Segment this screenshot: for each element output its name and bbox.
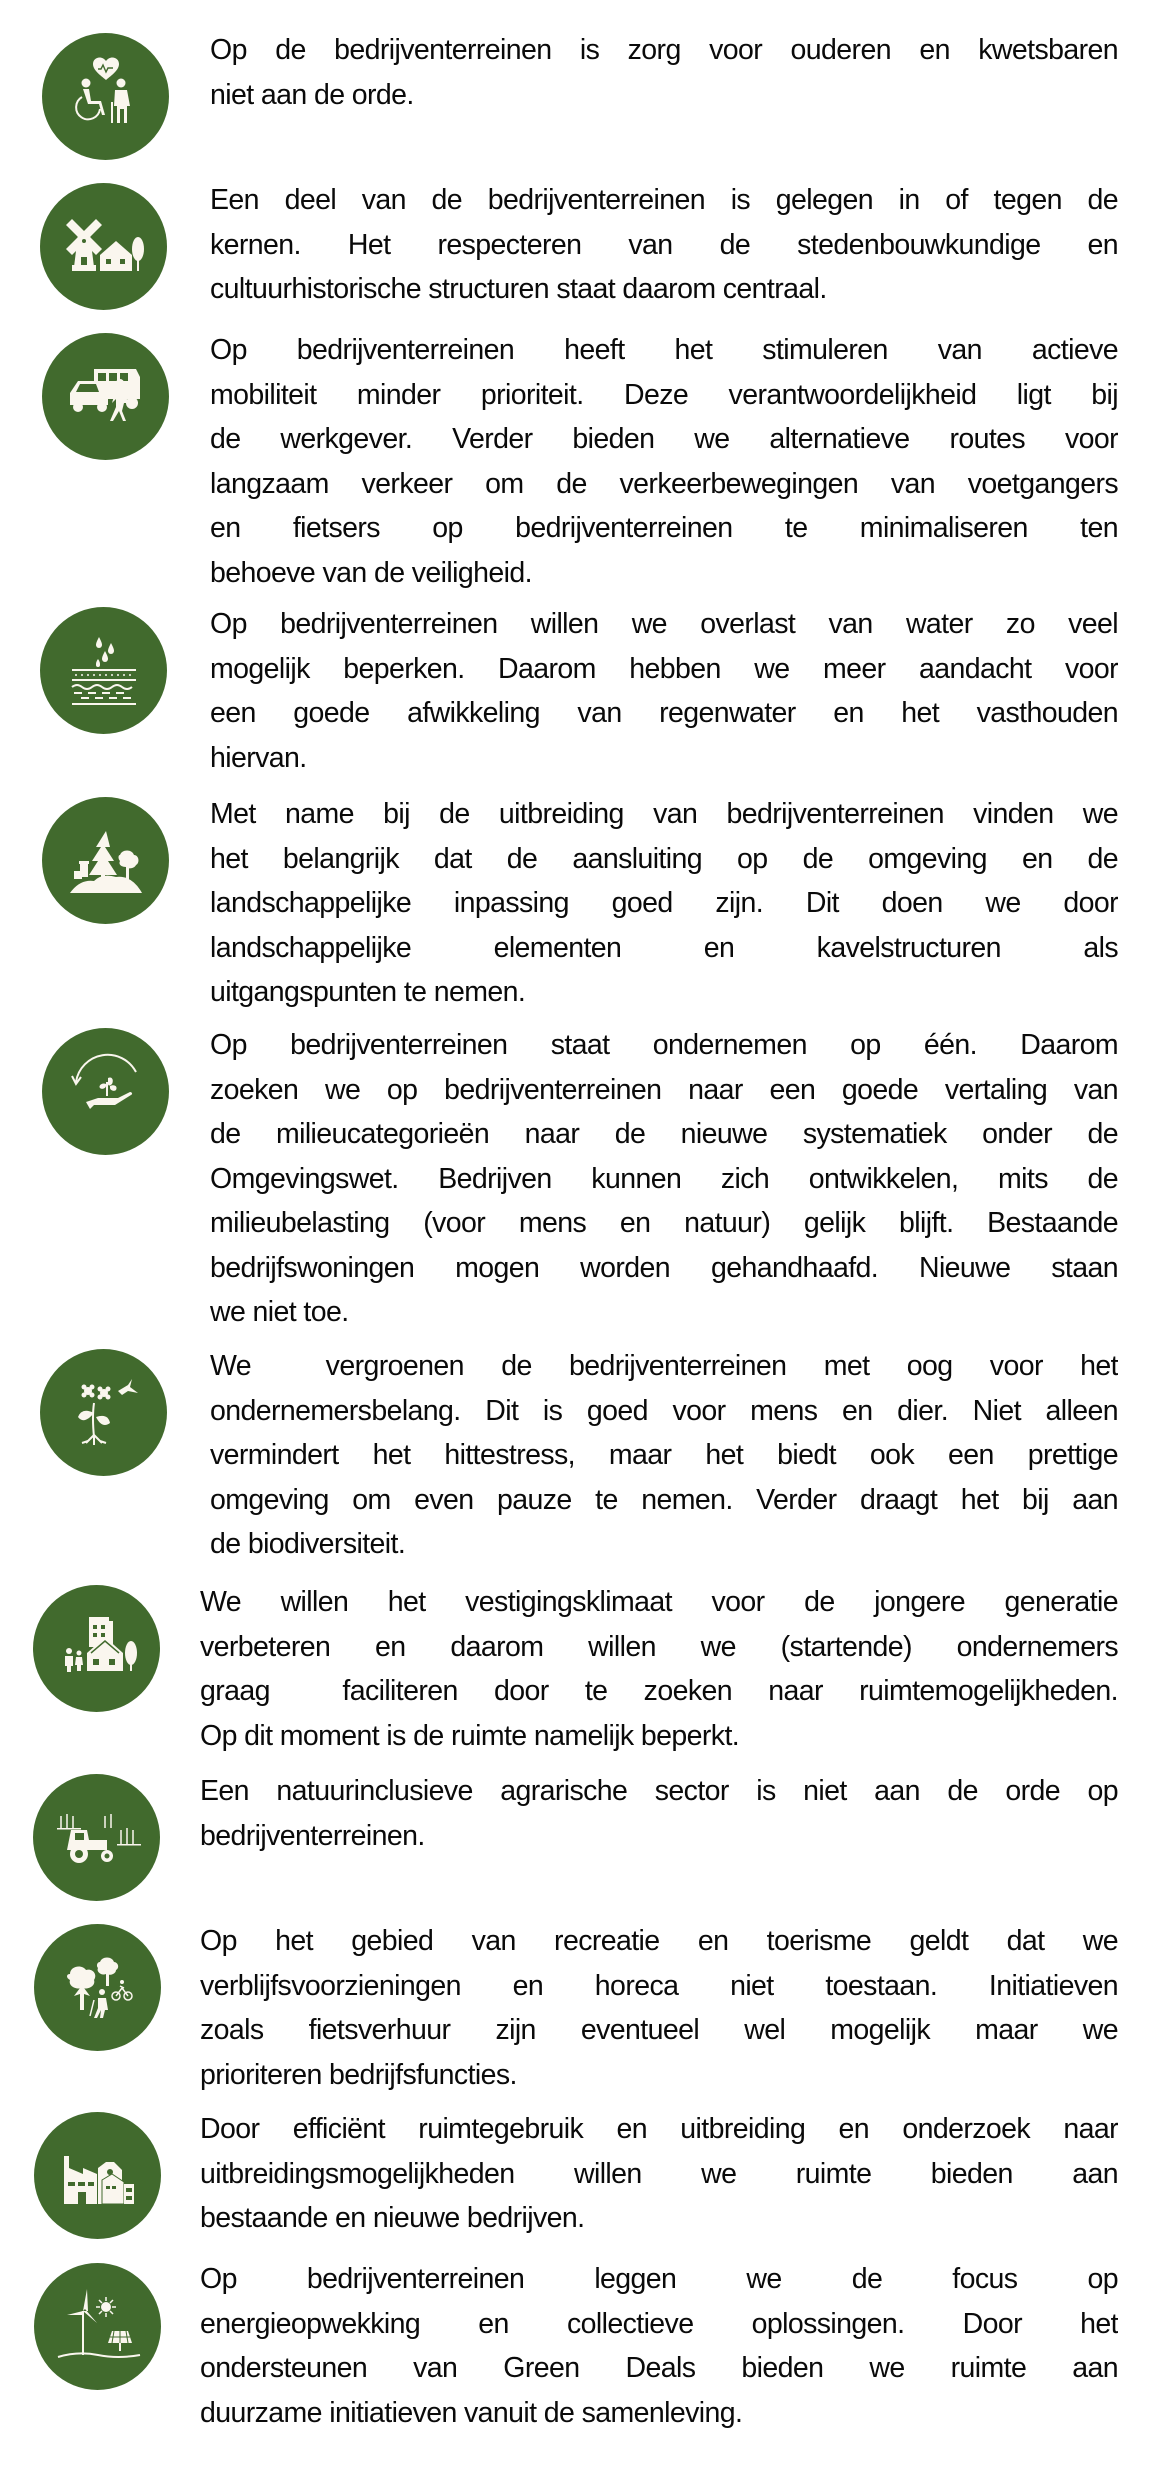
policy-text [210, 602, 1118, 780]
text-line: de biodiversiteit. [210, 1528, 406, 1560]
policy-text [210, 28, 1118, 117]
policy-text [210, 178, 1118, 312]
hand-plant-cycle-icon [42, 1028, 169, 1155]
tractor-crops-icon [33, 1774, 160, 1901]
policy-text [200, 2107, 1118, 2241]
trees-hiker-cyclist-icon [34, 1924, 161, 2051]
care-elderly-disabled-icon [42, 33, 169, 160]
wind-solar-energy-icon [34, 2263, 161, 2390]
text-line: behoeve van de veiligheid. [210, 556, 532, 589]
text-line: bestaande en nieuwe bedrijven. [200, 2202, 585, 2234]
policy-text [210, 1023, 1118, 1335]
windmill-village-icon [40, 183, 167, 310]
text-line: kernen. Het respecteren van de stedenbouwkundige en [210, 228, 1118, 261]
policy-text [210, 792, 1118, 1015]
text-line: bedrijventerreinen. [200, 1819, 425, 1852]
text-line: omgeving om even pauze te nemen. Verder draagt het bij aan [210, 1483, 1118, 1516]
text-line: Op bedrijventerreinen staat ondernemen op één. Daarom [210, 1029, 1118, 1061]
text-line: mogelijk beperken. Daarom hebben we meer aandacht voor [210, 652, 1118, 685]
factory-buildings-icon [34, 2112, 161, 2239]
text-line: graag faciliteren door te zoeken naar ruimtemogelijkheden. [200, 1675, 1118, 1707]
text-line: het belangrijk dat de aansluiting op de omgeving en de [210, 842, 1118, 875]
text-line: Een natuurinclusieve agrarische sector is niet aan de orde op [200, 1775, 1118, 1807]
text-line: landschappelijke elementen en kavelstructuren als [210, 931, 1118, 964]
text-line: prioriteren bedrijfsfuncties. [200, 2058, 517, 2091]
text-line: Op het gebied van recreatie en toerisme geldt dat we [200, 1925, 1118, 1957]
family-house-apartment-icon [33, 1585, 160, 1712]
text-line: Op bedrijventerreinen heeft het stimuleren van actieve [210, 334, 1118, 366]
text-line: we niet toe. [210, 1296, 349, 1328]
text-line: Op bedrijventerreinen willen we overlast van water zo veel [210, 608, 1118, 640]
text-line: verbeteren en daarom willen we (startende) ondernemers [200, 1630, 1118, 1663]
text-line: We vergroenen de bedrijventerreinen met oog voor het [210, 1350, 1118, 1382]
policy-text [210, 1344, 1118, 1567]
policy-text [210, 328, 1118, 595]
text-line: ondernemersbelang. Dit is goed voor mens en dier. Niet alleen [210, 1394, 1118, 1427]
text-line: de werkgever. Verder bieden we alternatieve routes voor [210, 423, 1118, 455]
text-line: landschappelijke inpassing goed zijn. Dit doen we door [210, 887, 1118, 919]
text-line: verblijfsvoorzieningen en horeca niet toestaan. Initiatieven [200, 1969, 1118, 2002]
text-line: uitbreidingsmogelijkheden willen we ruimte bieden aan [200, 2157, 1118, 2190]
policy-text [200, 1580, 1118, 1758]
text-line: Met name bij de uitbreiding van bedrijventerreinen vinden we [210, 798, 1118, 830]
text-line: milieubelasting (voor mens en natuur) gelijk blijft. Bestaande [210, 1207, 1118, 1239]
text-line: Op dit moment is de ruimte namelijk beperkt. [200, 1719, 740, 1752]
rain-water-soil-icon [40, 607, 167, 734]
text-line: mobiliteit minder prioriteit. Deze verantwoordelijkheid ligt bij [210, 378, 1118, 411]
policy-text [200, 2257, 1118, 2435]
text-line: bedrijfswoningen mogen worden gehandhaafd. Nieuwe staan [210, 1251, 1118, 1284]
text-line: uitgangspunten te nemen. [210, 976, 526, 1008]
text-line: ondersteunen van Green Deals bieden we ruimte aan [200, 2352, 1118, 2384]
text-line: en fietsers op bedrijventerreinen te minimaliseren ten [210, 512, 1118, 544]
text-line: de milieucategorieën naar de nieuwe systematiek onder de [210, 1118, 1118, 1150]
policy-text [200, 1769, 1118, 1858]
text-line: Door efficiënt ruimtegebruik en uitbreiding en onderzoek naar [200, 2113, 1118, 2145]
text-line: Een deel van de bedrijventerreinen is gelegen in of tegen de [210, 184, 1118, 216]
text-line: Op bedrijventerreinen leggen we de focus op [200, 2263, 1118, 2295]
text-line: Omgevingswet. Bedrijven kunnen zich ontwikkelen, mits de [210, 1162, 1118, 1195]
text-line: hiervan. [210, 741, 307, 774]
text-line: zoeken we op bedrijventerreinen naar een goede vertaling van [210, 1073, 1118, 1106]
mobility-bus-car-pedestrian-icon [42, 333, 169, 460]
policy-text [200, 1919, 1118, 2097]
text-line: energieopwekking en collectieve oplossingen. Door het [200, 2307, 1118, 2340]
text-line: cultuurhistorische structuren staat daarom centraal. [210, 273, 827, 305]
plant-flowers-bird-icon [40, 1349, 167, 1476]
text-line: niet aan de orde. [210, 78, 414, 111]
text-line: duurzame initiatieven vanuit de samenleving. [200, 2396, 743, 2429]
text-line: Op de bedrijventerreinen is zorg voor ouderen en kwetsbaren [210, 34, 1118, 66]
text-line: vermindert het hittestress, maar het biedt ook een prettige [210, 1439, 1118, 1471]
text-line: langzaam verkeer om de verkeerbewegingen van voetgangers [210, 467, 1118, 500]
text-line: een goede afwikkeling van regenwater en het vasthouden [210, 697, 1118, 729]
text-line: zoals fietsverhuur zijn eventueel wel mogelijk maar we [200, 2014, 1118, 2046]
text-line: We willen het vestigingsklimaat voor de jongere generatie [200, 1586, 1118, 1618]
landscape-castle-trees-icon [42, 797, 169, 924]
